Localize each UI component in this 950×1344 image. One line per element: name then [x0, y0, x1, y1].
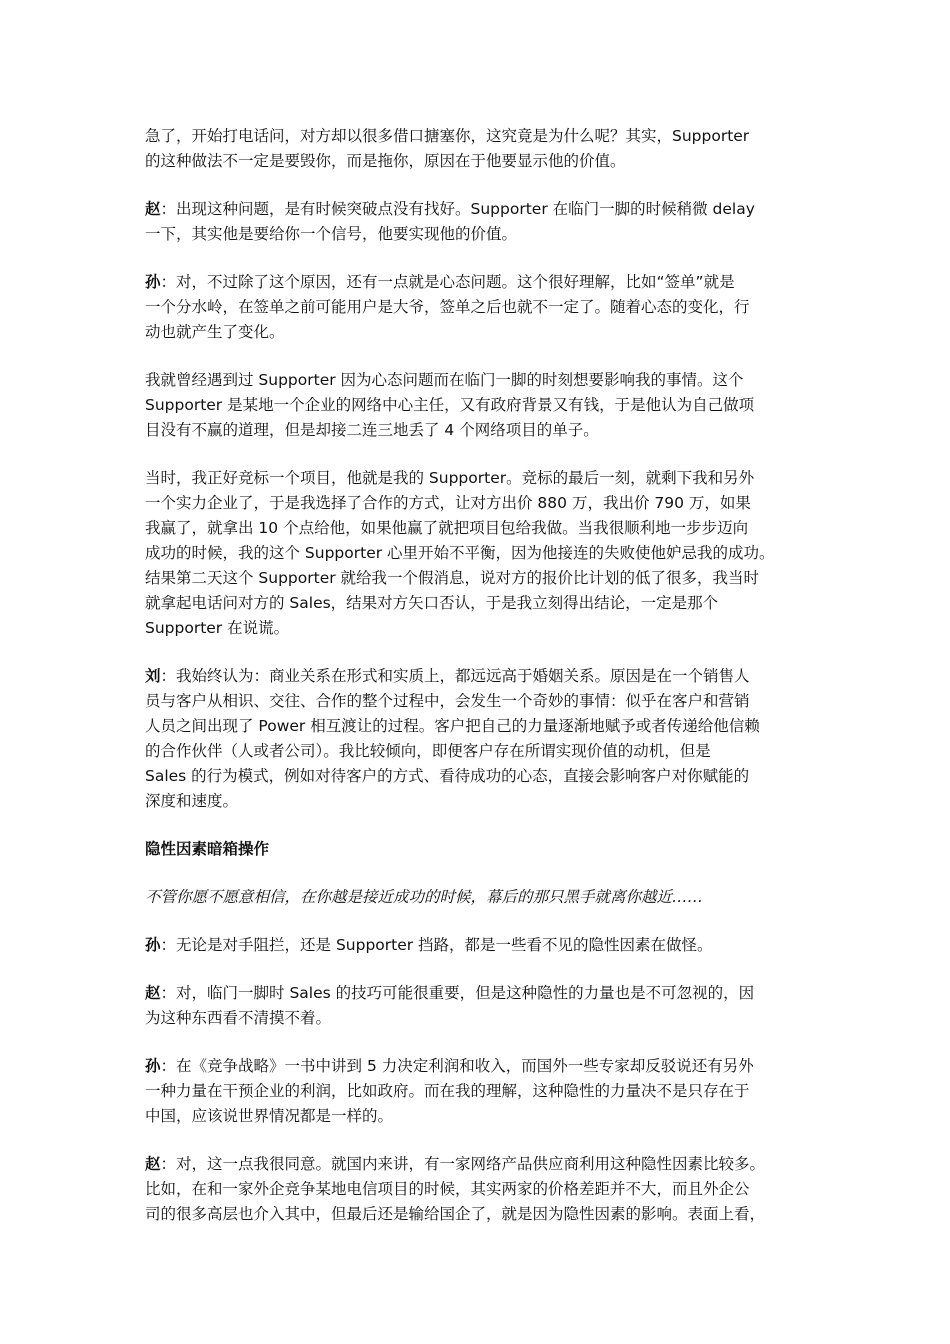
paragraph-line: 结果第二天这个 Supporter 就给我一个假消息，说对方的报价比计划的低了很多，我当时 — [145, 569, 760, 587]
paragraph-line: 我就曾经遇到过 Supporter 因为心态问题而在临门一脚的时刻想要影响我的事情。这个 — [145, 371, 744, 389]
paragraph — [145, 124, 820, 174]
paragraph-line: 司的很多高层也介入其中，但最后还是输给国企了，就是因为隐性因素的影响。表面上看， — [145, 1205, 766, 1223]
document-page — [145, 124, 820, 1250]
dialogue-paragraph — [145, 1054, 820, 1129]
paragraph-line: 一个分水岭，在签单之前可能用户是大爷，签单之后也就不一定了。随着心态的变化，行 — [145, 298, 750, 316]
paragraph-line: 一下，其实他是要给你一个信号，他要实现他的价值。 — [145, 225, 518, 243]
paragraph — [145, 466, 820, 641]
paragraph-line: ：我始终认为：商业关系在形式和实质上，都远远高于婚姻关系。原因是在一个销售人 — [160, 667, 750, 685]
paragraph-line: 一种力量在干预企业的利润，比如政府。而在我的理解，这种隐性的力量决不是只存在于 — [145, 1082, 750, 1100]
dialogue-paragraph — [145, 664, 820, 814]
paragraph-line: 急了，开始打电话问，对方却以很多借口搪塞你，这究竟是为什么呢？其实，Supporter — [145, 127, 750, 145]
speaker-label: 赵 — [145, 200, 161, 218]
paragraph-line: Sales 的行为模式，例如对待客户的方式、看待成功的心态，直接会影响客户对你赋能的 — [145, 767, 750, 785]
paragraph-line: ：在《竞争战略》一书中讲到 5 力决定利润和收入，而国外一些专家却反驳说还有另外 — [160, 1057, 754, 1075]
dialogue-paragraph — [145, 270, 820, 345]
paragraph-line: 就拿起电话问对方的 Sales，结果对方矢口否认，于是我立刻得出结论，一定是那个 — [145, 594, 719, 612]
dialogue-paragraph — [145, 981, 820, 1031]
speaker-label: 孙 — [145, 1057, 161, 1075]
paragraph-line: 员与客户从相识、交往、合作的整个过程中，会发生一个奇妙的事情：似乎在客户和营销 — [145, 692, 750, 710]
paragraph-line: Supporter 是某地一个企业的网络中心主任，又有政府背景又有钱，于是他认为自己做项 — [145, 396, 755, 414]
paragraph-line: ：对，这一点我很同意。就国内来讲，有一家网络产品供应商利用这种隐性因素比较多。 — [160, 1155, 766, 1173]
paragraph-line: 人员之间出现了 Power 相互渡让的过程。客户把自己的力量逐渐地赋予或者传递给他信赖 — [145, 717, 760, 735]
paragraph-line: 当时，我正好竞标一个项目，他就是我的 Supporter。竞标的最后一刻，就剩下我和另外 — [145, 469, 755, 487]
paragraph-line: 比如，在和一家外企竞争某地电信项目的时候，其实两家的价格差距并不大，而且外企公 — [145, 1180, 750, 1198]
speaker-label: 赵 — [145, 1155, 161, 1173]
speaker-label: 刘 — [145, 667, 161, 685]
dialogue-paragraph — [145, 1152, 820, 1227]
paragraph-line: 成功的时候，我的这个 Supporter 心里开始不平衡，因为他接连的失败使他妒忌我的成功。 — [145, 544, 775, 562]
section-intro: 不管你愿不愿意相信，在你越是接近成功的时候，幕后的那只黑手就离你越近…… — [145, 888, 704, 906]
section-heading: 隐性因素暗箱操作 — [145, 840, 270, 858]
paragraph-line: Supporter 在说谎。 — [145, 619, 290, 637]
paragraph-line: 我赢了，就拿出 10 个点给他，如果他赢了就把项目包给我做。当我很顺利地一步步迈向 — [145, 519, 749, 537]
paragraph-line: ：对，临门一脚时 Sales 的技巧可能很重要，但是这种隐性的力量也是不可忽视的，因 — [160, 984, 755, 1002]
dialogue-paragraph — [145, 933, 820, 958]
paragraph-line: 的合作伙伴（人或者公司）。我比较倾向，即便客户存在所谓实现价值的动机，但是 — [145, 742, 711, 760]
paragraph-line: 目没有不赢的道理，但是却接二连三地丢了 4 个网络项目的单子。 — [145, 421, 599, 439]
dialogue-paragraph — [145, 197, 820, 247]
paragraph-line: 为这种东西看不清摸不着。 — [145, 1009, 332, 1027]
paragraph-line: 深度和速度。 — [145, 792, 239, 810]
speaker-label: 孙 — [145, 936, 161, 954]
paragraph — [145, 368, 820, 443]
speaker-label: 赵 — [145, 984, 161, 1002]
paragraph-line: 中国，应该说世界情况都是一样的。 — [145, 1107, 394, 1125]
paragraph-line: 动也就产生了变化。 — [145, 323, 285, 341]
paragraph-line: ：无论是对手阻拦，还是 Supporter 挡路，都是一些看不见的隐性因素在做怪。 — [160, 936, 713, 954]
speaker-label: 孙 — [145, 273, 161, 291]
paragraph-line: 的这种做法不一定是要毁你，而是拖你，原因在于他要显示他的价值。 — [145, 152, 626, 170]
paragraph-line: 一个实力企业了，于是我选择了合作的方式，让对方出价 880 万，我出价 790 万，如果 — [145, 494, 751, 512]
paragraph-line: ：出现这种问题，是有时候突破点没有找好。Supporter 在临门一脚的时候稍微 delay — [160, 200, 755, 218]
paragraph-line: ：对，不过除了这个原因，还有一点就是心态问题。这个很好理解，比如“签单”就是 — [160, 273, 735, 291]
